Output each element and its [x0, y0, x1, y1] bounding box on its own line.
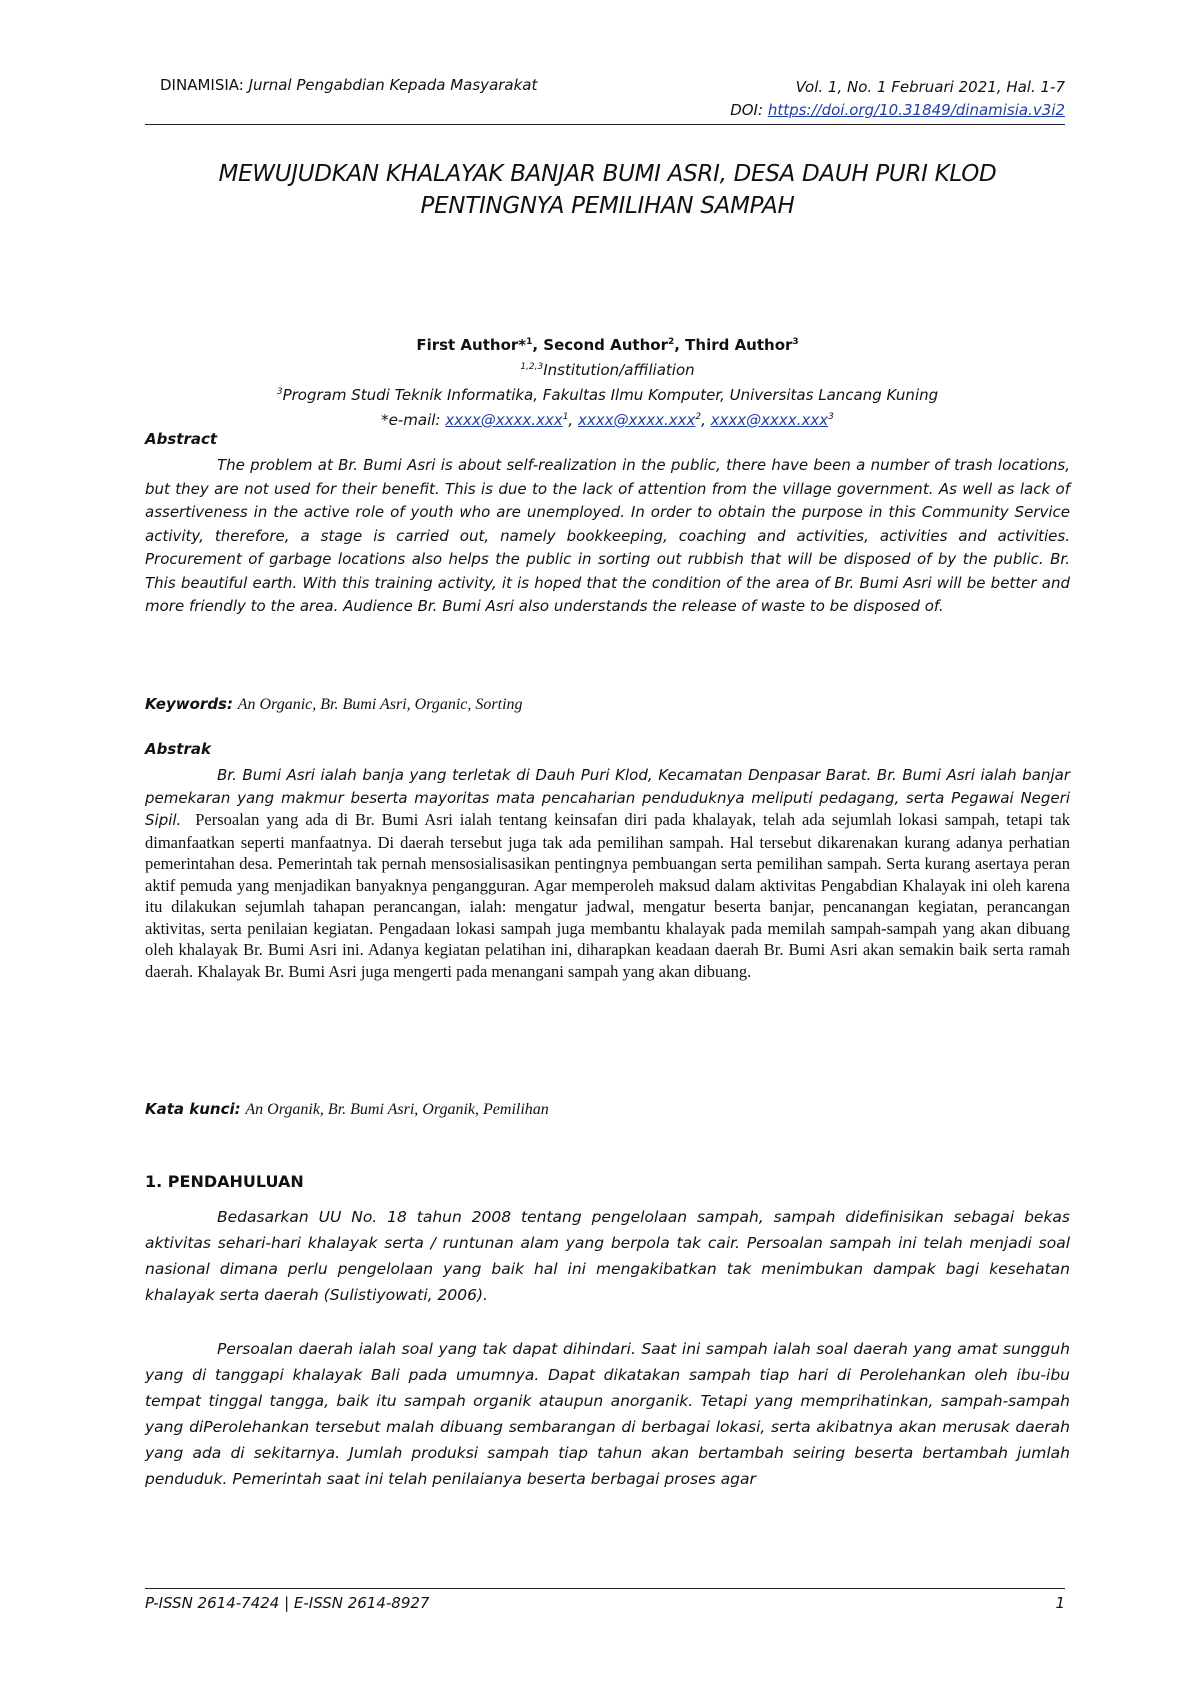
abstract-id-italic-text: Br. Bumi Asri ialah banja yang terletak di Dauh Puri Klod, Kecamatan Denpasar Barat. Br. Bumi Asri ialah banjar pemekaran yang makmur beserta mayoritas mata pencaharian penduduknya meliputi pedagang, serta Pegawai Negeri Sipil. — [145, 766, 1070, 829]
abstract-en-body — [145, 454, 1070, 619]
section-heading: 1. PENDAHULUAN — [145, 1172, 304, 1191]
email-line: *e-mail: xxxx@xxxx.xxx$^1$, xxxx@xxxx.xxx$^2$, xxxx@xxxx.xxx$^3$ — [381, 411, 834, 429]
keywords-en-label: Keywords: — [145, 695, 233, 713]
abstract-en-heading: Abstract — [145, 430, 218, 448]
doi-line — [730, 99, 1065, 122]
email-2-sup: 2 — [695, 412, 702, 422]
journal-name: DINAMISIA: — [160, 76, 244, 94]
abstract-id-body — [145, 764, 1070, 982]
author-2: , Second Author — [532, 336, 668, 354]
affiliation-1 — [150, 358, 1065, 383]
affiliation-2-text: Program Studi Teknik Informatika, Fakultas Ilmu Komputer, Universitas Lancang Kuning — [282, 386, 939, 404]
journal-subtitle: Jurnal Pengabdian Kepada Masyarakat — [248, 76, 538, 94]
paragraph-2-text: Persoalan daerah ialah soal yang tak dapat dihindari. Saat ini sampah ialah soal daerah yang amat sungguh yang di tanggapi khalayak Bali pada umumnya. Dapat dikatakan sampah tiap hari di Perolehankan oleh ibu-ibu tempat tinggal tangga, baik itu sampah organik ataupun anorganik. Tetapi yang memprihatinkan, sampah-sampah yang diPerolehankan tersebut malah dibuang sembarangan di berbagai lokasi, serta akibatnya akan merusak daerah yang ada di sekitarnya. Jumlah produksi sampah tiap tahun akan bertambah seiring beserta bertambah jumlah penduduk. Pemerintah saat ini telah penilaianya beserta berbagai proses agar — [145, 1340, 1070, 1488]
title-line-1: MEWUJUDKAN KHALAYAK BANJAR BUMI ASRI, DESA DAUH PURI KLOD — [218, 161, 997, 187]
affiliation-1-sup: 1,2,3 — [520, 362, 544, 372]
keywords-en — [145, 695, 1070, 714]
affiliation-2 — [150, 383, 1065, 408]
author-names — [150, 333, 1065, 358]
author-3-sup: 3 — [792, 337, 799, 347]
affiliation-1-text: Institution/affiliation — [543, 361, 695, 379]
email-label: *e-mail: — [381, 411, 446, 429]
author-3: , Third Author — [674, 336, 793, 354]
abstract-en-text: The problem at Br. Bumi Asri is about self-realization in the public, there have been a number of trash locations, but they are not used for their benefit. This is due to the lack of attention from the village government. As well as lack of assertiveness in the active role of youth who are unemployed. In order to obtain the purpose in this Community Service activity, therefore, a stage is carried out, namely bookkeeping, coaching and activities, activities and activities. Procurement of garbage locations also helps the public in sorting out rubbish that will be disposed of by the public. Br. This beautiful earth. With this training activity, it is hoped that the condition of the area of Br. Bumi Asri will be better and more friendly to the area. Audience Br. Bumi Asri also understands the release of waste to be disposed of. — [145, 456, 1070, 615]
author-1: First Author* — [416, 336, 527, 354]
paragraph-1 — [145, 1204, 1070, 1308]
doi-link[interactable]: https://doi.org/10.31849/dinamisia.v3i2 — [767, 101, 1065, 119]
volume-info: Vol. 1, No. 1 Februari 2021, Hal. 1-7 — [795, 78, 1065, 96]
keywords-id-value: An Organik, Br. Bumi Asri, Organik, Pemilihan — [245, 1101, 549, 1118]
page-number: 1 — [1055, 1594, 1065, 1612]
abstract-id-heading: Abstrak — [145, 740, 211, 758]
journal-header — [160, 76, 537, 94]
title-line-2: PENTINGNYA PEMILIHAN SAMPAH — [420, 193, 795, 219]
affiliation-2-sup: 3 — [276, 387, 283, 397]
paper-title — [150, 158, 1065, 222]
keywords-en-value: An Organic, Br. Bumi Asri, Organic, Sorting — [237, 696, 523, 713]
abstract-id-text: Persoalan yang ada di Br. Bumi Asri ialah tentang keinsafan diri pada khalayak, telah ada sejumlah lokasi sampah, tetapi tak dimanfaatkan seperti manfaatnya. Di daerah tersebut juga tak ada pemilihan sampah. Hal tersebut dikarenakan kurang adanya perhatian pemerintahan desa. Pemerintah tak pernah mensosialisasikan pentingnya pembuangan serta pemilihan sampah. Serta kurang asertaya peran aktif pemuda yang menjadikan banyaknya pengangguran. Agar memperoleh maksud dalam aktivitas Pengabdian Khalayak ini oleh karena itu dilakukan sejumlah tahapan perancangan, ialah: mengatur jadwal, mengatur beserta banjar, pencanangan kegiatan, perancangan aktivitas, serta penilaian kegiatan. Pengadaan lokasi sampah juga membantu khalayak pada memilah sampah-sampah yang akan dibuang oleh khalayak Br. Bumi Asri ini. Adanya kegiatan pelatihan ini, diharapkan keadaan daerah Br. Bumi Asri akan semakin baik serta ramah daerah. Khalayak Br. Bumi Asri juga mengerti pada menangani sampah yang akan dibuang. — [145, 810, 1071, 981]
email-3-link[interactable]: xxxx@xxxx.xxx — [710, 411, 829, 429]
keywords-id — [145, 1100, 1070, 1119]
email-1-sup: 1 — [562, 412, 569, 422]
header-divider — [145, 124, 1065, 125]
author-2-sup: 2 — [667, 337, 675, 347]
doi-label: DOI: — [730, 101, 764, 119]
paragraph-2 — [145, 1336, 1070, 1492]
email-3-sup: 3 — [828, 412, 834, 422]
footer-divider — [145, 1588, 1065, 1589]
footer-issn: P-ISSN 2614-7424 | E-ISSN 2614-8927 — [145, 1594, 430, 1612]
author-block — [150, 333, 1065, 433]
paragraph-1-text: Bedasarkan UU No. 18 tahun 2008 tentang pengelolaan sampah, sampah didefinisikan sebagai bekas aktivitas sehari-hari khalayak serta / runtunan alam yang berpola tak cair. Persoalan sampah ini telah menjadi soal nasional dimana perlu pengelolaan yang baik hal ini mengakibatkan tak menimbukan dampak bagi kesehatan khalayak serta daerah (Sulistiyowati, 2006). — [145, 1208, 1070, 1304]
email-2-link[interactable]: xxxx@xxxx.xxx — [577, 411, 696, 429]
journal-meta — [730, 76, 1065, 122]
email-1-link[interactable]: xxxx@xxxx.xxx — [445, 411, 563, 429]
keywords-id-label: Kata kunci: — [145, 1100, 241, 1118]
author-1-sup: 1 — [526, 337, 533, 347]
